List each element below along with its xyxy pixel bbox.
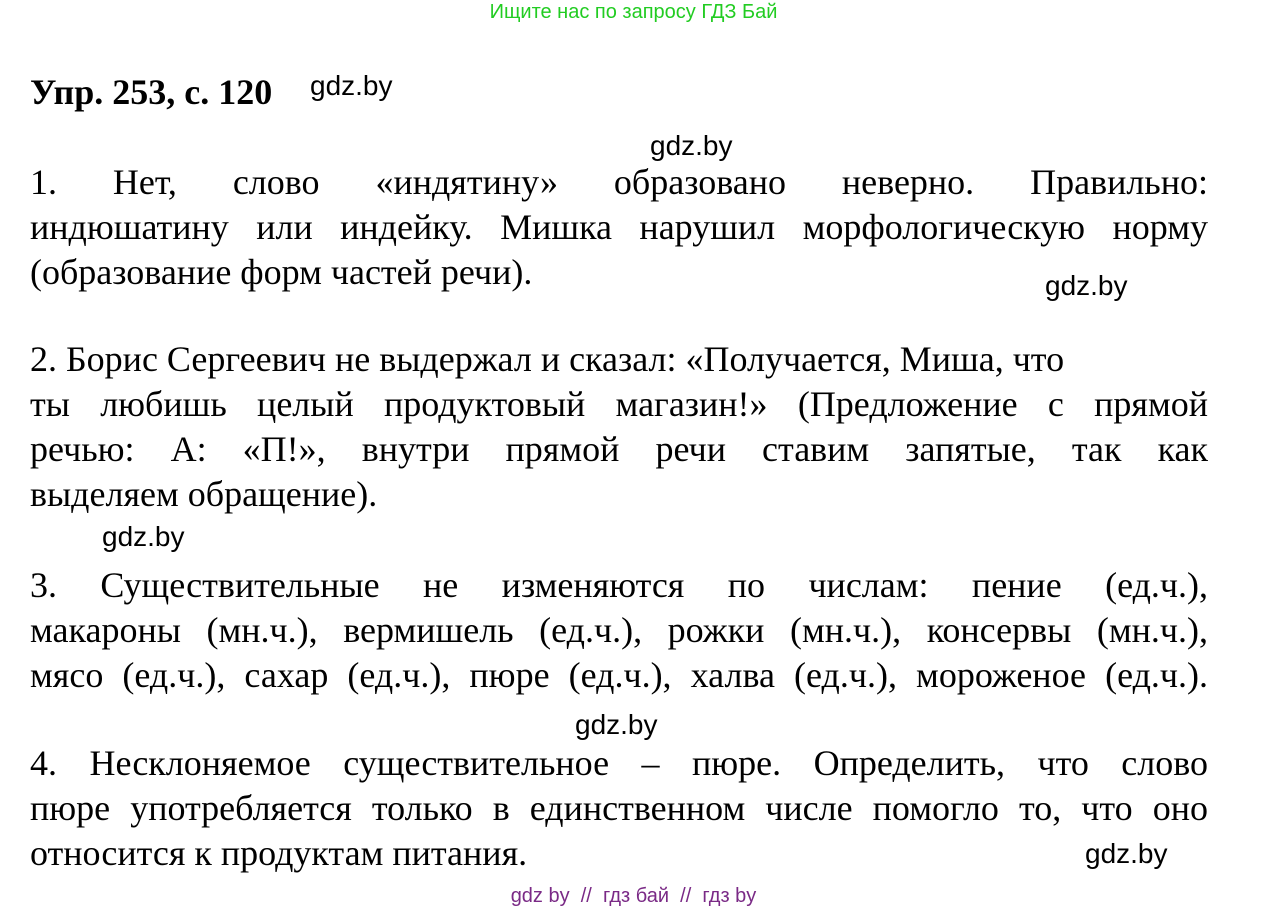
paragraph-line: речью: А: «П!», внутри прямой речи ставим запятые, так как <box>30 429 1208 469</box>
answer-paragraph-2 <box>30 337 1208 517</box>
watermark: gdz.by <box>650 130 733 161</box>
paragraph-line: относится к продуктам питания. <box>30 833 528 873</box>
paragraph-line: 4. Несклоняемое существительное – пюре. Определить, что слово <box>30 743 1208 783</box>
paragraph-line: выделяем обращение). <box>30 474 378 514</box>
exercise-title: Упр. 253, с. 120 <box>30 72 273 112</box>
paragraph-line: (образование форм частей речи). <box>30 252 533 292</box>
watermark: gdz.by <box>310 70 393 101</box>
paragraph-line: ты любишь целый продуктовый магазин!» (Предложение с прямой <box>30 384 1208 424</box>
top-banner: Ищите нас по запросу ГДЗ Бай <box>489 1 778 23</box>
watermark: gdz.by <box>1085 838 1168 869</box>
bottom-banner: gdz by // гдз бай // гдз by <box>510 885 757 907</box>
paragraph-line: макароны (мн.ч.), вермишель (ед.ч.), рожки (мн.ч.), консервы (мн.ч.), <box>30 610 1208 650</box>
paragraph-line: 3. Существительные не изменяются по числам: пение (ед.ч.), <box>30 565 1208 605</box>
watermark: gdz.by <box>1045 270 1128 301</box>
paragraph-line: индюшатину или индейку. Мишка нарушил морфологическую норму <box>30 207 1208 247</box>
answer-paragraph-3 <box>30 563 1208 698</box>
watermark: gdz.by <box>102 521 185 552</box>
paragraph-line: 1. Нет, слово «индятину» образовано неверно. Правильно: <box>30 162 1208 202</box>
answer-paragraph-4 <box>30 741 1208 876</box>
paragraph-line: пюре употребляется только в единственном числе помогло то, что оно <box>30 788 1208 828</box>
answer-paragraph-1 <box>30 160 1208 295</box>
paragraph-line: 2. Борис Сергеевич не выдержал и сказал: «Получается, Миша, что <box>30 339 1065 379</box>
watermark: gdz.by <box>575 709 658 740</box>
paragraph-line: мясо (ед.ч.), сахар (ед.ч.), пюре (ед.ч.), халва (ед.ч.), мороженое (ед.ч.). <box>30 655 1208 695</box>
